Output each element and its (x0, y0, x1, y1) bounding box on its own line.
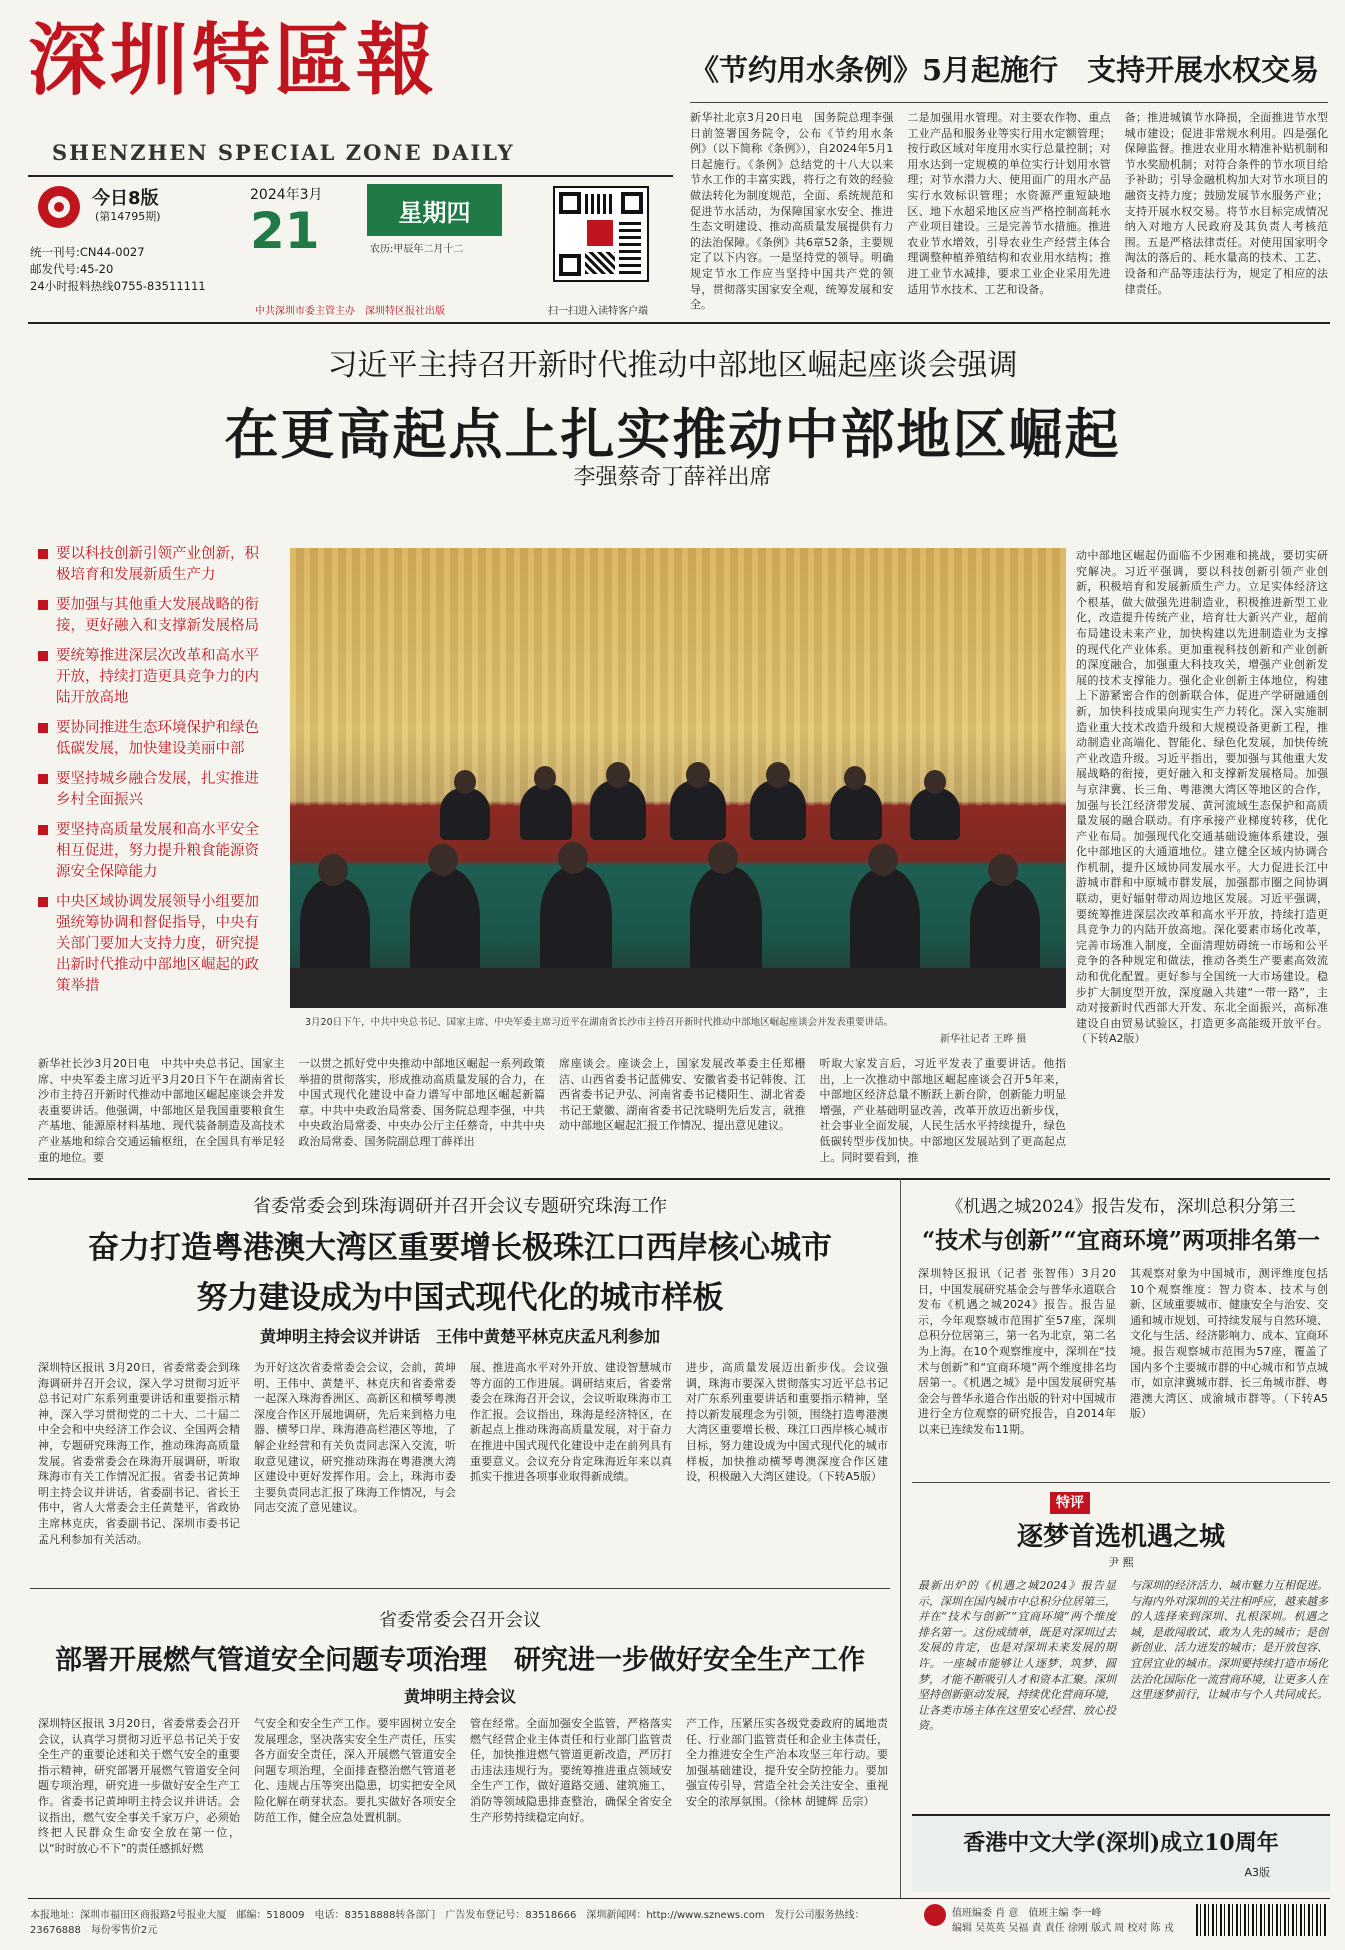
bullet-marker (38, 825, 48, 835)
weekday-box: 星期四 (367, 184, 502, 236)
sponsor-line: 中共深圳市委主管主办 深圳特区报社出版 (255, 306, 445, 317)
story4-kicker: 《机遇之城2024》报告发布，深圳总积分第三 (946, 1197, 1296, 1217)
top-story-col-1: 新华社北京3月20日电 国务院总理李强日前签署国务院令，公布《节约用水条例》（以下简称《条例》），自2024年5月1日起施行。《条例》总结党的十八大以来节水工作的丰富实践，将行之有效的经验做法转化为制度规范，全面、系统规范和促进节水活动，为保障国家水安全、推进生态文明建设、推动高质量发展提供有力的法治保障。《条例》共6章52条，主要规定了以下内容。一是坚持党的领导。明确规定节水工作应当坚持中国共产党的领导，贯彻落实国家安全观，统筹发展和安全。 (690, 111, 894, 312)
story2-col-4: 进步，高质量发展迈出新步伐。会议强调，珠海市要深入贯彻落实习近平总书记对广东系列重要讲话和重要指示精神，坚持以新发展理念为引领，围绕打造粤港澳大湾区重要增长极、珠江口西岸核心城市目标，努力建设成为中国式现代化的城市样板，加快推动横琴粤澳深度合作区建设，积极融入大湾区建设。（下转A5版） (686, 1361, 888, 1484)
bullet-text: 要坚持城乡融合发展，扎实推进乡村全面振兴 (56, 771, 259, 808)
story3-body (38, 1716, 888, 1886)
masthead-english-title: SHENZHEN SPECIAL ZONE DAILY (52, 140, 515, 165)
top-story-body (690, 110, 1328, 316)
photo-credit: 新华社记者 王晔 摄 (940, 1034, 1027, 1045)
promo-headline: 香港中文大学(深圳)成立10周年 (963, 1830, 1279, 1856)
bullet-marker (38, 723, 48, 733)
story2-kicker: 省委常委会到珠海调研并召开会议专题研究珠海工作 (253, 1196, 667, 1217)
lead-kicker: 习近平主持召开新时代推动中部地区崛起座谈会强调 (327, 348, 1018, 383)
story2-headline-1: 奋力打造粤港澳大湾区重要增长极珠江口西岸核心城市 (88, 1230, 832, 1266)
commentary-author: 尹 熙 (1108, 1556, 1134, 1569)
lead-photo (290, 548, 1066, 1008)
lead-body-col-1: 新华社长沙3月20日电 中共中央总书记、国家主席、中央军委主席习近平3月20日下午在湖南省长沙市主持召开新时代推动中部地区崛起座谈会并发表重要讲话。他强调，中部地区是我国重要粮食生产基地、能源原材料基地、现代装备制造及高技术产业基地和综合交通运输枢纽，在全国具有举足轻重的地位。要 (38, 1057, 285, 1164)
story4-col-2: 其观察对象为中国城市，测评维度包括10个观察维度：智力资本、技术与创新、区域重要城市、健康安全与治安、交通和城市规划、可持续发展与自然环境、文化与生活、经济影响力、成本、宜商环境。报告观察城市范围为57座，覆盖了国内多个主要城市群的中心城市和节点城市，如京津冀城市群、长三角城市群、粤港澳大湾区、成渝城市群等。（下转A5版） (1130, 1267, 1328, 1421)
logo-icon (38, 186, 80, 228)
footer-logo-icon (924, 1904, 946, 1926)
bullet-text: 要加强与其他重大发展战略的衔接，更好融入和支撑新发展格局 (56, 597, 259, 634)
story3-col-3: 管在经常。全面加强安全监管，严格落实燃气经营企业主体责任和行业部门监管责任，加快推进燃气管道更新改造，严厉打击违法违规行为。要统筹推进重点领域安全生产工作，做好道路交通、建筑施工、消防等领域隐患排查整治，确保全省安全生产形势持续稳定向好。 (470, 1717, 672, 1824)
top-story-col-3: 备；推进城镇节水降损，全面推进节水型城市建设；促进非常规水利用。四是强化保障监督。推进农业用水精准补贴机制和节水奖励机制；对符合条件的节水项目给予补助；引导金融机构加大对节水项目的融资支持力度；鼓励发展节水服务产业；支持开展水权交易。将节水目标完成情况纳入对地方人民政府及其负责人考核范围。五是严格法律责任。对使用国家明令淘汰的落后的、耗水量高的技术、工艺、设备和产品等违法行为，规定了相应的法律责任。 (1124, 111, 1328, 296)
story2-col-3: 展、推进高水平对外开放、建设智慧城市等方面的工作进展。调研结束后，省委常委会在珠海召开会议，会议听取珠海市工作汇报。会议指出，珠海是经济特区，在新起点上推动珠海高质量发展，对于奋力在推进中国式现代化建设中走在前列具有重要意义。会议充分肯定珠海近年来以真抓实干推进各项事业取得新成绩。 (470, 1361, 672, 1484)
qr-code-icon[interactable] (553, 186, 649, 282)
day-number: 21 (250, 202, 320, 260)
lead-right-column: 动中部地区崛起仍面临不少困难和挑战，要切实研究解决。习近平强调，要以科技创新引领产业创新，积极培育和发展新质生产力。立足实体经济这个根基，做大做强先进制造业，积极推进新型工业化，改造提升传统产业，培育壮大新兴产业，超前布局建设未来产业，加快构建以先进制造业为支撑的现代化产业体系。更加重视科技创新和产业创新的深度融合，加强重大科技攻关，增强产业创新发展的技术支撑能力。强化企业创新主体地位，构建上下游紧密合作的创新联合体，促进产学研融通创新，加快科技成果向现实生产力转化。深入实施制造业重大技术改造升级和大规模设备更新工程，推动制造业高端化、智能化、绿色化发展，加快传统产业改造升级。习近平指出，要加强与其他重大发展战略的衔接，更好融入和支撑新发展格局。加强与京津冀、长三角、粤港澳大湾区等地区的合作，加强与长江经济带发展、黄河流域生态保护和高质量发展的融合联动。有序承接产业梯度转移，优化产业布局。加强现代化交通基础设施体系建设，强化中部地区的大通道地位。建立健全区域内协调合作机制，提升区域协同发展水平。大力促进长江中游城市群和中原城市群发展，加强都市圈之间协调联动，更好辐射带动周边地区发展。习近平强调，要统筹推进深层次改革和高水平开放，持续打造更具竞争力的内陆开放高地。深化要素市场化改革，完善市场准入制度，全面清理妨碍统一市场和公平竞争的各种规定和做法，推动各类生产要素高效流动和优化配置。更好参与全国统一大市场建设。稳步扩大制度型开放，深度融入共建“一带一路”，主动对接新时代西部大开发、东北全面振兴，高标准建设自由贸易试验区，打造更多高能级开放平台。（下转A2版） (1076, 549, 1328, 1046)
lead-body (38, 1056, 1066, 1164)
bullet-text: 中央区域协调发展领导小组要加强统筹协调和督促指导，中央有关部门要加大支持力度，研究提出新时代推动中部地区崛起的政策举措 (56, 894, 259, 994)
bullet-marker (38, 600, 48, 610)
masthead-bottom-rule (28, 322, 1330, 324)
masthead-title: 深圳特區報 (28, 15, 439, 106)
publication-info (30, 244, 235, 295)
story2-body (38, 1360, 888, 1546)
bullet-marker (38, 651, 48, 661)
bullet-text: 要以科技创新引领产业创新，积极培育和发展新质生产力 (56, 546, 259, 583)
photo-curtain (290, 548, 1066, 806)
top-story-col-2: 二是加强用水管理。对主要农作物、重点工业产品和服务业等实行用水定额管理；按行政区域对年度用水实行总量控制；对用水达到一定规模的单位实行计划用水管理；对节水潜力大、使用面广的用水产品实行水效标识管理；水资源严重短缺地区、地下水超采地区应当严格控制高耗水产业项目建设。三是完善节水措施。推进农业节水增效，引导农业生产经营主体合理调整种植养殖结构和农业用水结构；推进工业节水减排，要求工业企业采用先进适用节水技术、工艺和设备。 (907, 111, 1111, 296)
story3-col-2: 气安全和安全生产工作。要牢固树立安全发展理念，坚决落实安全生产责任，压实各方面安全责任，深入开展燃气管道安全问题专项治理，全面排查整治燃气管道老化、违规占压等突出隐患，切实把安全风险化解在萌芽状态。要扎实做好各项安全防范工作，健全应急处置机制。 (254, 1717, 456, 1824)
commentary-top-rule (912, 1482, 1330, 1483)
story3-headline: 部署开展燃气管道安全问题专项治理 研究进一步做好安全生产工作 (55, 1645, 865, 1676)
promo-box[interactable] (912, 1814, 1330, 1892)
photo-caption: 3月20日下午，中共中央总书记、国家主席、中央军委主席习近平在湖南省长沙市主持召开新时代推动中部地区崛起座谈会并发表重要讲话。 (305, 1017, 894, 1028)
lead-body-col-3: 席座谈会。座谈会上，国家发展改革委主任郑栅洁、山西省委书记蓝佛安、安徽省委书记韩俊、江西省委书记尹弘、河南省委书记楼阳生、湖北省委书记王蒙徽、湖南省委书记沈晓明先后发言，就推动中部地区崛起汇报工作情况、提出意见建议。 (559, 1057, 806, 1133)
commentary-col-1: 最新出炉的《机遇之城2024》报告显示，深圳在国内城市中总积分位居第三，并在“技术与创新”“宜商环境”两个维度排名第一。这份成绩单，既是对深圳过去发展的肯定，也是对深圳未来发展的期许。一座城市能够让人逐梦、筑梦、圆梦，才能不断吸引人才和资本汇聚。深圳坚持创新驱动发展，持续优化营商环境，让各类市场主体在这里安心经营、放心投资。 (918, 1579, 1116, 1733)
lead-body-col-4: 听取大家发言后，习近平发表了重要讲话。他指出，上一次推动中部地区崛起座谈会召开5年来，中部地区经济总量不断跃上新台阶，创新能力明显增强，产业基础明显改善，改革开放迈出新步伐，社会事业全面发展，人民生活水平持续提升，绿色低碳转型步伐加快。中部地区发展站到了更高起点上。同时要看到，推 (819, 1057, 1066, 1164)
bullet-item (38, 646, 273, 709)
lead-bottom-rule (28, 1178, 1330, 1180)
bullet-marker (38, 549, 48, 559)
story2-bottom-rule (30, 1588, 890, 1589)
bullet-text: 要坚持高质量发展和高水平安全相互促进，努力提升粮食能源资源安全保障能力 (56, 822, 259, 880)
year-month: 2024年3月 (250, 187, 323, 203)
story2-col-1: 深圳特区报讯 3月20日，省委常委会到珠海调研并召开会议，深入学习贯彻习近平总书记对广东系列重要讲话和重要指示精神，深入学习贯彻党的二十大、二十届二中全会和中央经济工作会议、全国两会精神，专题研究珠海工作，推动珠海高质量发展。省委常委会在珠海开展调研，听取珠海市有关工作情况汇报。省委书记黄坤明主持会议并讲话，省委副书记、省长王伟中，省人大常委会主任黄楚平，省政协主席林克庆，省委副书记、深圳市委书记孟凡利参加有关活动。 (38, 1361, 240, 1546)
bullet-marker (38, 897, 48, 907)
masthead-divider (28, 175, 673, 177)
story2-subhead: 黄坤明主持会议并讲话 王伟中黄楚平林克庆孟凡利参加 (259, 1327, 660, 1346)
bullet-marker (38, 774, 48, 784)
story4-col-1: 深圳特区报讯（记者 张智伟）3月20日，中国发展研究基金会与普华永道联合发布《机遇之城2024》报告。报告显示，今年观察城市范围扩至57座，深圳总积分位居第三，第一名为北京，第二名为上海。在10个观察维度中，深圳在“技术与创新”和“宜商环境”两个维度排名均居第一。《机遇之城》是中国发展研究基金会与普华永道合作出版的针对中国城市进行全方位观察的研究报告，自2014年以来已连续发布11期。 (918, 1267, 1116, 1436)
bullet-text: 要统筹推进深层次改革和高水平开放，持续打造更具竞争力的内陆开放高地 (56, 648, 259, 706)
story2-col-2: 为开好这次省委常委会会议，会前，黄坤明、王伟中、黄楚平、林克庆和省委常委一起深入珠海香洲区、高新区和横琴粤澳深度合作区开展地调研，先后来到格力电器、横琴口岸、珠海港高栏港区等地，了解企业经营和有关负责同志深入交流，听取意见建议，研究推动珠海在粤港澳大湾区建设中更好发挥作用。会上，珠海市委主要负责同志汇报了珠海工作情况，与会同志交流了意见建议。 (254, 1361, 456, 1515)
bullet-item (38, 718, 273, 760)
commentary-col-2: 与深圳的经济活力、城市魅力互相促进。与海内外对深圳的关注相呼应，越来越多的人选择来到深圳、扎根深圳。机遇之城，是敢闯敢试、敢为人先的城市；是创新创业、活力迸发的城市；是开放包容、宜居宜业的城市。深圳要持续打造市场化法治化国际化一流营商环境，让更多人在这里逐梦前行，让城市与个人共同成长。 (1130, 1579, 1328, 1702)
story3-col-4: 产工作，压紧压实各级党委政府的属地责任、行业部门监管责任和企业主体责任，全力推进安全生产治本攻坚三年行动。要加强基础建设，提升安全防控能力。要加强宣传引导，营造全社会关注安全、重视安全的浓厚氛围。（徐林 胡键辉 岳宗） (686, 1717, 888, 1808)
bullet-text: 要协同推进生态环境保护和绿色低碳发展，加快建设美丽中部 (56, 720, 259, 757)
lead-subhead: 李强蔡奇丁薛祥出席 (573, 465, 772, 490)
footer-editors (952, 1904, 1182, 1934)
today-editions: 今日8版 (92, 188, 159, 209)
bullet-item (38, 544, 273, 586)
column-divider (900, 1178, 901, 1898)
story3-kicker: 省委常委会召开会议 (379, 1610, 541, 1631)
lead-headline: 在更高起点上扎实推动中部地区崛起 (224, 403, 1121, 466)
story2-headline-2: 努力建设成为中国式现代化的城市样板 (196, 1280, 724, 1316)
lead-body-col-2: 一以贯之抓好党中央推动中部地区崛起一系列政策举措的贯彻落实，形成推动高质量发展的合力，在中国式现代化建设中奋力谱写中部地区崛起新篇章。中共中央政治局常委、国务院总理李强，中共中央政治局常委、中央办公厅主任蔡奇，中共中央政治局常委、国务院副总理丁薛祥出 (298, 1057, 545, 1148)
story4-body (918, 1266, 1328, 1472)
postal-code: 邮发代号:45-20 (30, 262, 114, 276)
cn-code: 统一刊号:CN44-0027 (30, 245, 145, 259)
lead-bullet-list (38, 544, 273, 1006)
footer-address: 本报地址：深圳市福田区商报路2号报业大厦 邮编：518009 电话：83518888转各部门 广告发布登记号：83518666 深圳新闻网：http://www.sznews.com 发行公司服务热线：23676888 每份零售价2元 (30, 1910, 865, 1936)
lunar-date: 农历:甲辰年二月十二 (370, 244, 464, 255)
hotline: 24小时报料热线0755-83511111 (30, 279, 206, 293)
footer-editor-line-2: 编辑 吴英英 吴福 責 責任 徐刚 版式 周 校对 陈 戎 (952, 1923, 1174, 1934)
footer-editor-line-1: 值班编委 肖 意 值班主编 李一峰 (952, 1908, 1102, 1919)
bullet-item (38, 892, 273, 997)
issue-number: (第14795期) (95, 210, 161, 223)
date-block (250, 184, 360, 258)
commentary-tag: 特评 (1050, 1492, 1090, 1514)
qr-caption: 扫一扫进入读特客户端 (548, 306, 648, 317)
story3-subhead: 黄坤明主持会议 (403, 1687, 516, 1706)
top-story-headline: 《节约用水条例》5月起施行 支持开展水权交易 (690, 53, 1320, 87)
bullet-item (38, 769, 273, 811)
barcode-icon (1196, 1904, 1326, 1936)
bullet-item (38, 595, 273, 637)
footer-rule (28, 1898, 1330, 1899)
top-story-divider (690, 102, 1328, 103)
promo-page-ref: A3版 (1244, 1866, 1270, 1879)
bullet-item (38, 820, 273, 883)
story4-headline: “技术与创新”“宜商环境”两项排名第一 (922, 1227, 1320, 1254)
commentary-headline: 逐梦首选机遇之城 (1016, 1522, 1225, 1552)
commentary-body (918, 1578, 1328, 1804)
story3-col-1: 深圳特区报讯 3月20日，省委常委会召开会议，认真学习贯彻习近平总书记关于安全生产的重要论述和关于燃气安全的重要指示精神，研究部署开展燃气管道安全问题专项治理，研究进一步做好安全生产工作。省委书记黄坤明主持会议并讲话。会议指出，燃气安全事关千家万户，必须始终把人民群众生命安全放在第一位，以“时时放心不下”的责任感抓好燃 (38, 1717, 240, 1855)
